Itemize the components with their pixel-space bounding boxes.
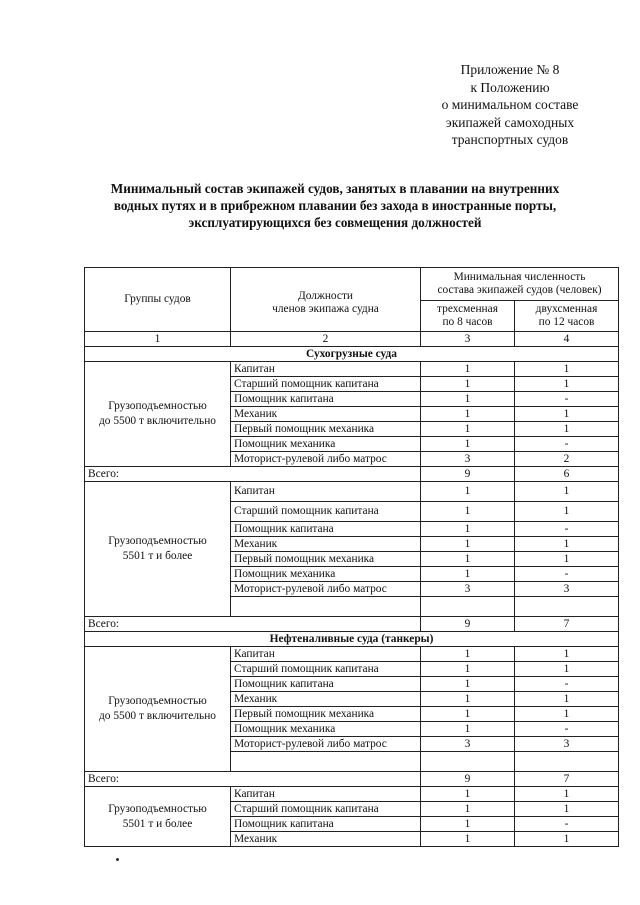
- position-cell: Первый помощник механика: [231, 422, 421, 437]
- two-shift-cell: 1: [515, 377, 619, 392]
- appendix-line: Приложение № 8: [460, 62, 560, 77]
- two-shift-cell: 2: [515, 452, 619, 467]
- three-shift-cell: 1: [421, 692, 515, 707]
- position-cell: Первый помощник механика: [231, 552, 421, 567]
- header-groups: Группы судов: [85, 268, 231, 332]
- two-shift-cell: 3: [515, 582, 619, 597]
- scan-speck: [116, 858, 119, 861]
- three-shift-cell: 1: [421, 787, 515, 802]
- appendix-line: о минимальном составе: [441, 97, 579, 112]
- total-row: [85, 467, 619, 482]
- total-label: Всего:: [85, 772, 421, 787]
- two-shift-cell: 1: [515, 787, 619, 802]
- position-cell: Старший помощник капитана: [231, 377, 421, 392]
- three-shift-cell: 3: [421, 452, 515, 467]
- three-shift-cell: 1: [421, 522, 515, 537]
- two-shift-cell: 1: [515, 502, 619, 522]
- title-line: водных путях и в прибрежном плавании без захода в иностранные порты,: [113, 198, 557, 213]
- position-cell: Старший помощник капитана: [231, 662, 421, 677]
- blank-cell: [421, 752, 515, 772]
- three-shift-cell: 1: [421, 437, 515, 452]
- position-cell: Помощник механика: [231, 722, 421, 737]
- total-label: Всего:: [85, 467, 421, 482]
- position-cell: Помощник механика: [231, 567, 421, 582]
- blank-cell: [515, 597, 619, 617]
- two-shift-cell: 1: [515, 662, 619, 677]
- two-shift-cell: 1: [515, 537, 619, 552]
- total-three-shift: 9: [421, 617, 515, 632]
- total-row: [85, 617, 619, 632]
- two-shift-cell: -: [515, 817, 619, 832]
- three-shift-cell: 1: [421, 552, 515, 567]
- position-cell: Старший помощник капитана: [231, 802, 421, 817]
- three-shift-cell: 1: [421, 817, 515, 832]
- position-cell: Моторист-рулевой либо матрос: [231, 452, 421, 467]
- two-shift-cell: 1: [515, 482, 619, 502]
- three-shift-cell: 1: [421, 482, 515, 502]
- document-title: [70, 180, 600, 231]
- blank-cell: [231, 752, 421, 772]
- total-two-shift: 7: [515, 772, 619, 787]
- three-shift-cell: 3: [421, 582, 515, 597]
- position-cell: Капитан: [231, 787, 421, 802]
- two-shift-cell: -: [515, 567, 619, 582]
- title-line: Минимальный состав экипажей судов, занятых в плавании на внутренних: [110, 181, 560, 196]
- total-three-shift: 9: [421, 772, 515, 787]
- section-tankers: Нефтеналивные суда (танкеры): [85, 632, 619, 647]
- two-shift-cell: 1: [515, 802, 619, 817]
- three-shift-cell: 1: [421, 677, 515, 692]
- position-cell: Помощник капитана: [231, 392, 421, 407]
- total-row: [85, 772, 619, 787]
- col-number: 3: [421, 332, 515, 347]
- position-cell: Механик: [231, 537, 421, 552]
- three-shift-cell: 1: [421, 377, 515, 392]
- group-dry-large: Грузоподъемностью 5501 т и более: [85, 482, 231, 617]
- two-shift-cell: 1: [515, 552, 619, 567]
- appendix-line: транспортных судов: [451, 132, 569, 147]
- position-cell: Механик: [231, 407, 421, 422]
- total-three-shift: 9: [421, 467, 515, 482]
- total-two-shift: 7: [515, 617, 619, 632]
- three-shift-cell: 1: [421, 707, 515, 722]
- two-shift-cell: -: [515, 722, 619, 737]
- three-shift-cell: 1: [421, 537, 515, 552]
- two-shift-cell: 3: [515, 737, 619, 752]
- two-shift-cell: -: [515, 522, 619, 537]
- two-shift-cell: -: [515, 437, 619, 452]
- total-two-shift: 6: [515, 467, 619, 482]
- appendix-line: экипажей самоходных: [445, 114, 575, 130]
- total-label: Всего:: [85, 617, 421, 632]
- title-line: эксплуатирующихся без совмещения должностей: [188, 215, 482, 230]
- three-shift-cell: 1: [421, 422, 515, 437]
- position-cell: Моторист-рулевой либо матрос: [231, 582, 421, 597]
- position-cell: Помощник капитана: [231, 522, 421, 537]
- two-shift-cell: 1: [515, 422, 619, 437]
- col-number: 4: [515, 332, 619, 347]
- three-shift-cell: 3: [421, 737, 515, 752]
- group-tank-large: Грузоподъемностью 5501 т и более: [85, 787, 231, 847]
- position-cell: Старший помощник капитана: [231, 502, 421, 522]
- column-number-row: [85, 332, 619, 347]
- blank-cell: [421, 597, 515, 617]
- three-shift-cell: 1: [421, 362, 515, 377]
- col-number: 2: [231, 332, 421, 347]
- three-shift-cell: 1: [421, 567, 515, 582]
- group-dry-small: Грузоподъемностью до 5500 т включительно: [85, 362, 231, 467]
- position-cell: Капитан: [231, 482, 421, 502]
- two-shift-cell: -: [515, 392, 619, 407]
- two-shift-cell: -: [515, 677, 619, 692]
- position-cell: Механик: [231, 832, 421, 847]
- three-shift-cell: 1: [421, 647, 515, 662]
- header-two-shift: двухсменная по 12 часов: [515, 301, 619, 332]
- appendix-heading: [400, 61, 620, 149]
- three-shift-cell: 1: [421, 722, 515, 737]
- position-cell: Помощник механика: [231, 437, 421, 452]
- position-cell: Капитан: [231, 362, 421, 377]
- col-number: 1: [85, 332, 231, 347]
- three-shift-cell: 1: [421, 662, 515, 677]
- three-shift-cell: 1: [421, 407, 515, 422]
- two-shift-cell: 1: [515, 707, 619, 722]
- blank-cell: [231, 597, 421, 617]
- header-positions: Должности членов экипажа судна: [231, 268, 421, 332]
- two-shift-cell: 1: [515, 832, 619, 847]
- header-row: [85, 268, 619, 301]
- header-min-count: Минимальная численность состава экипажей судов (человек): [421, 268, 619, 301]
- crew-table: [84, 267, 619, 847]
- three-shift-cell: 1: [421, 832, 515, 847]
- two-shift-cell: 1: [515, 647, 619, 662]
- blank-cell: [515, 752, 619, 772]
- two-shift-cell: 1: [515, 362, 619, 377]
- position-cell: Помощник капитана: [231, 817, 421, 832]
- position-cell: Помощник капитана: [231, 677, 421, 692]
- three-shift-cell: 1: [421, 802, 515, 817]
- header-three-shift: трехсменная по 8 часов: [421, 301, 515, 332]
- position-cell: Капитан: [231, 647, 421, 662]
- three-shift-cell: 1: [421, 392, 515, 407]
- group-tank-small: Грузоподъемностью до 5500 т включительно: [85, 647, 231, 772]
- position-cell: Механик: [231, 692, 421, 707]
- appendix-line: к Положению: [470, 79, 550, 95]
- section-dry-cargo: Сухогрузные суда: [85, 347, 619, 362]
- two-shift-cell: 1: [515, 692, 619, 707]
- position-cell: Первый помощник механика: [231, 707, 421, 722]
- position-cell: Моторист-рулевой либо матрос: [231, 737, 421, 752]
- three-shift-cell: 1: [421, 502, 515, 522]
- two-shift-cell: 1: [515, 407, 619, 422]
